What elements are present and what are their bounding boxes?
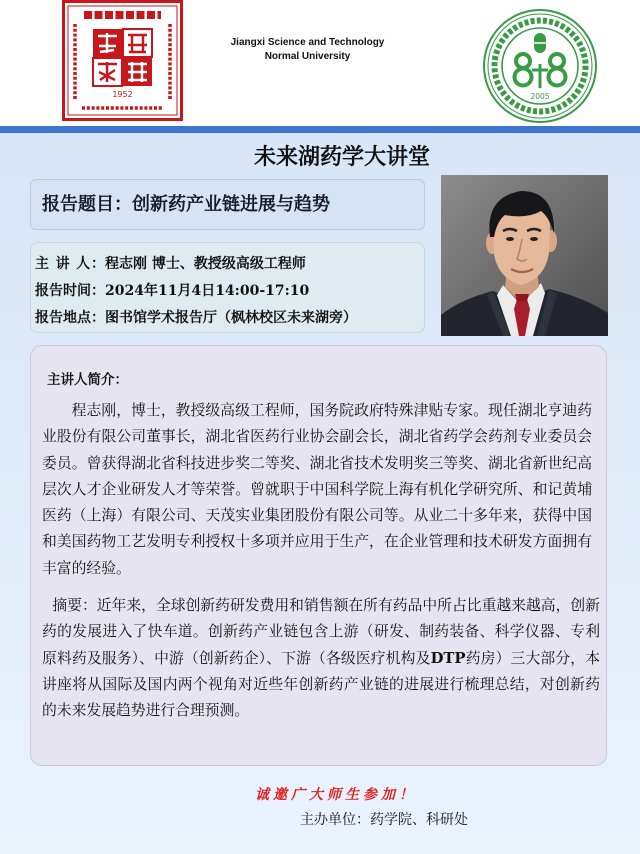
info-value: 2024年11月4日14:00-17:10 [105, 283, 310, 299]
info-value: 程志刚 博士、教授级高级工程师 [105, 256, 306, 272]
right-logo [482, 8, 598, 124]
university-seal-icon [62, 0, 183, 121]
info-value: 图书馆学术报告厅（枫林校区未来湖旁） [105, 310, 357, 326]
report-topic: 报告题目：创新药产业链进展与趋势 [42, 193, 330, 215]
university-name-line-2: Normal University [264, 51, 351, 62]
info-row-time [35, 278, 424, 305]
info-label: 主 讲 人： [35, 256, 105, 272]
lecture-series-title: 未来湖药学大讲堂 [253, 144, 430, 170]
lecture-info-box [30, 242, 425, 333]
speaker-photo [441, 175, 608, 336]
abstract-text: 药房）三大部分，本讲座将从国际及国内两个视角对近些年创新药产业链的进展进行梳理总结，对创新药的未来发展趋势进行合理预测。 [42, 649, 600, 720]
abstract-paragraph [42, 593, 600, 724]
info-row-speaker [35, 251, 424, 278]
bio-heading: 主讲人简介： [47, 372, 128, 388]
left-logo [62, 0, 183, 121]
abstract-text: 摘要：近年来，全球创新药研发费用和销售额在所有药品中所占比重越来越高，创新药的发展进入了快车道。创新药产业链包含上游（研发、制药装备、科学仪器、专利原料药及服务）、中游（创新药企）、下游（各级医疗机构及 [42, 597, 600, 667]
organizer-text: 主办单位：药学院、科研处 [300, 812, 468, 828]
info-label: 报告时间： [35, 283, 105, 299]
college-emblem-icon [482, 8, 598, 124]
bio-paragraph: 程志刚，博士，教授级高级工程师，国务院政府特殊津贴专家。现任湖北亨迪药业股份有限公司董事长，湖北省医药行业协会副会长，湖北省药学会药剂专业委员会委员。曾获得湖北省科技进步奖二等奖、湖北省技术发明奖三等奖、湖北省新世纪高层次人才企业研发人才等荣誉。曾就职于中国科学院上海有机化学研究所、和记黄埔医药（上海）有限公司、天茂实业集团股份有限公司等。从业二十多年来，获得中国和美国药物工艺发明专利授权十多项并应用于生产，在企业管理和技术研发方面拥有丰富的经验。 [42, 402, 592, 577]
info-row-location [35, 305, 424, 332]
invitation-text: 诚邀广大师生参加！ [255, 787, 417, 803]
info-label: 报告地点： [35, 310, 105, 326]
university-name [215, 36, 400, 64]
abstract-highlight: DTP [430, 649, 466, 667]
emblem-year: 2005 [530, 92, 550, 101]
seal-year: 1952 [112, 90, 133, 99]
header-divider [0, 126, 640, 133]
report-topic-box [30, 179, 425, 230]
speaker-portrait-icon [441, 175, 608, 336]
university-name-line-1: Jiangxi Science and Technology [230, 37, 385, 48]
